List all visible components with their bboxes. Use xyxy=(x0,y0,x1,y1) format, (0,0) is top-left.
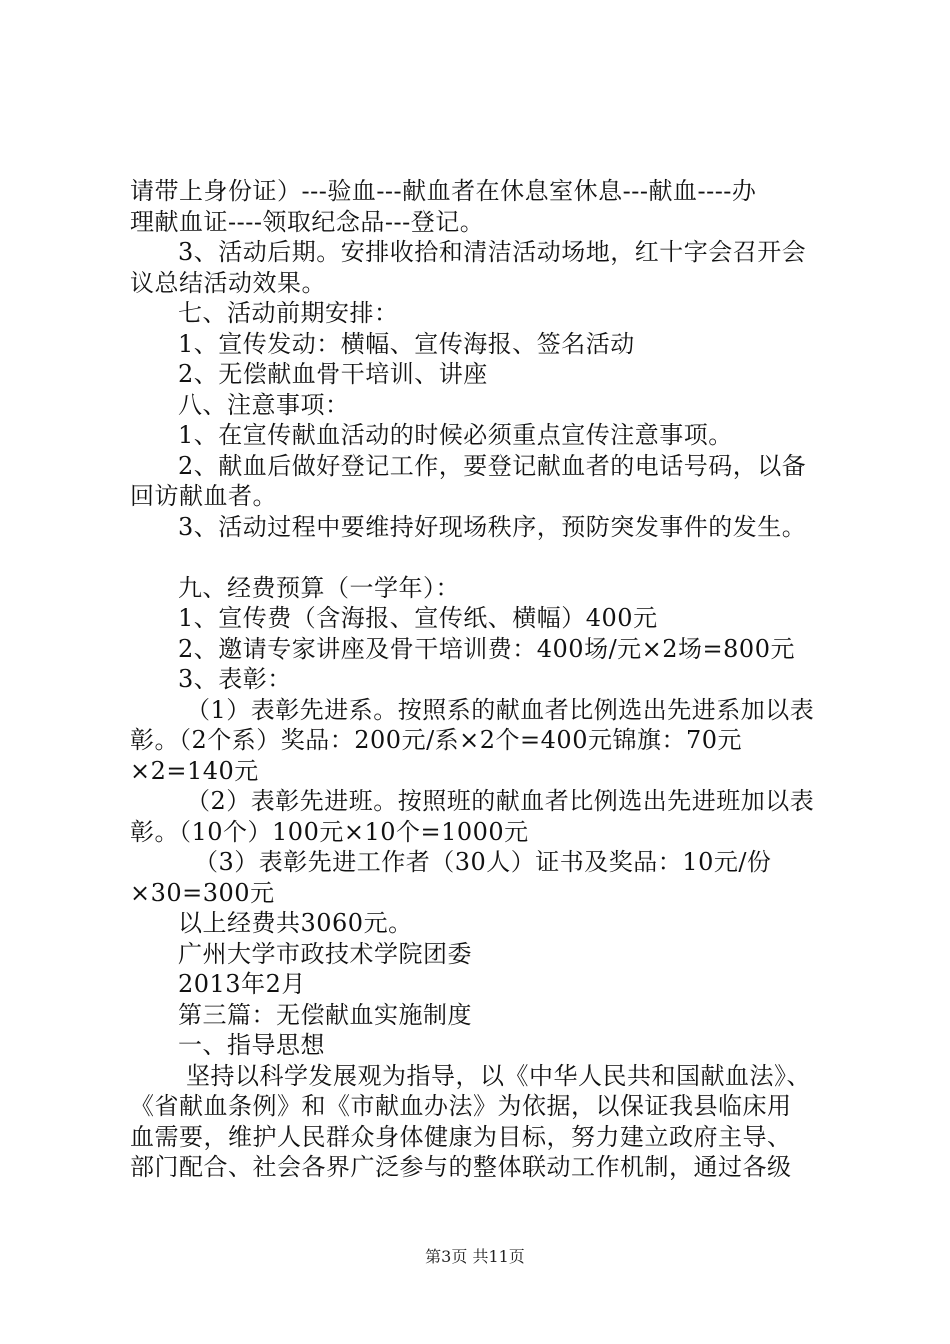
section-heading: 七、活动前期安排： xyxy=(178,299,399,327)
text-line: 以上经费共3060元。 xyxy=(178,909,413,937)
text-line: 1、在宣传献血活动的时候必须重点宣传注意事项。 xyxy=(178,421,733,449)
signature-org: 广州大学市政技术学院团委 xyxy=(178,939,472,968)
text-line: ×30=300元 xyxy=(130,878,275,907)
text-line: 3、活动后期。安排收拾和清洁活动场地，红十字会召开会 xyxy=(178,238,807,266)
text-line: （1）表彰先进系。按照系的献血者比例选出先进系加以表 xyxy=(186,695,815,724)
signature-date: 2013年2月 xyxy=(178,970,306,998)
text-line: 1、宣传费（含海报、宣传纸、横幅）400元 xyxy=(178,604,658,632)
text-line: 《省献血条例》和《市献血办法》为依据，以保证我县临床用 xyxy=(130,1092,792,1120)
text-line: 回访献血者。 xyxy=(130,482,277,510)
text-line: 请带上身份证）---验血---献血者在休息室休息---献血----办 xyxy=(130,177,757,205)
text-line: 1、宣传发动：横幅、宣传海报、签名活动 xyxy=(178,329,635,358)
text-line: 议总结活动效果。 xyxy=(130,268,326,297)
text-line: （3）表彰先进工作者（30人）证书及奖品：10元/份 xyxy=(194,848,772,876)
chapter-title: 第三篇：无偿献血实施制度 xyxy=(178,1000,472,1029)
text-line: 2、献血后做好登记工作，要登记献血者的电话号码，以备 xyxy=(178,451,807,480)
section-heading: 一、指导思想 xyxy=(178,1031,325,1059)
text-line: 坚持以科学发展观为指导，以《中华人民共和国献血法》、 xyxy=(186,1061,811,1090)
blank-line xyxy=(130,542,830,573)
section-heading: 九、经费预算（一学年）： xyxy=(178,573,460,602)
text-line: 3、活动过程中要维持好现场秩序，预防突发事件的发生。 xyxy=(178,512,807,541)
document-body xyxy=(130,176,830,1183)
text-line: 3、表彰： xyxy=(178,665,292,693)
text-line: 2、无偿献血骨干培训、讲座 xyxy=(178,360,488,388)
text-line: 理献血证----领取纪念品---登记。 xyxy=(130,207,485,236)
text-line: 血需要，维护人民群众身体健康为目标，努力建立政府主导、 xyxy=(130,1122,792,1151)
text-line: ×2=140元 xyxy=(130,756,259,785)
text-line: 2、邀请专家讲座及骨干培训费：400场/元×2场=800元 xyxy=(178,634,795,663)
section-heading: 八、注意事项： xyxy=(178,390,350,419)
text-line: （2）表彰先进班。按照班的献血者比例选出先进班加以表 xyxy=(186,787,815,815)
text-line: 彰。（2个系）奖品：200元/系×2个=400元锦旗：70元 xyxy=(130,726,742,754)
page-number: 第3页 共11页 xyxy=(425,1247,525,1266)
text-line: 彰。（10个）100元×10个=1000元 xyxy=(130,817,529,846)
text-line: 部门配合、社会各界广泛参与的整体联动工作机制，通过各级 xyxy=(130,1153,792,1181)
